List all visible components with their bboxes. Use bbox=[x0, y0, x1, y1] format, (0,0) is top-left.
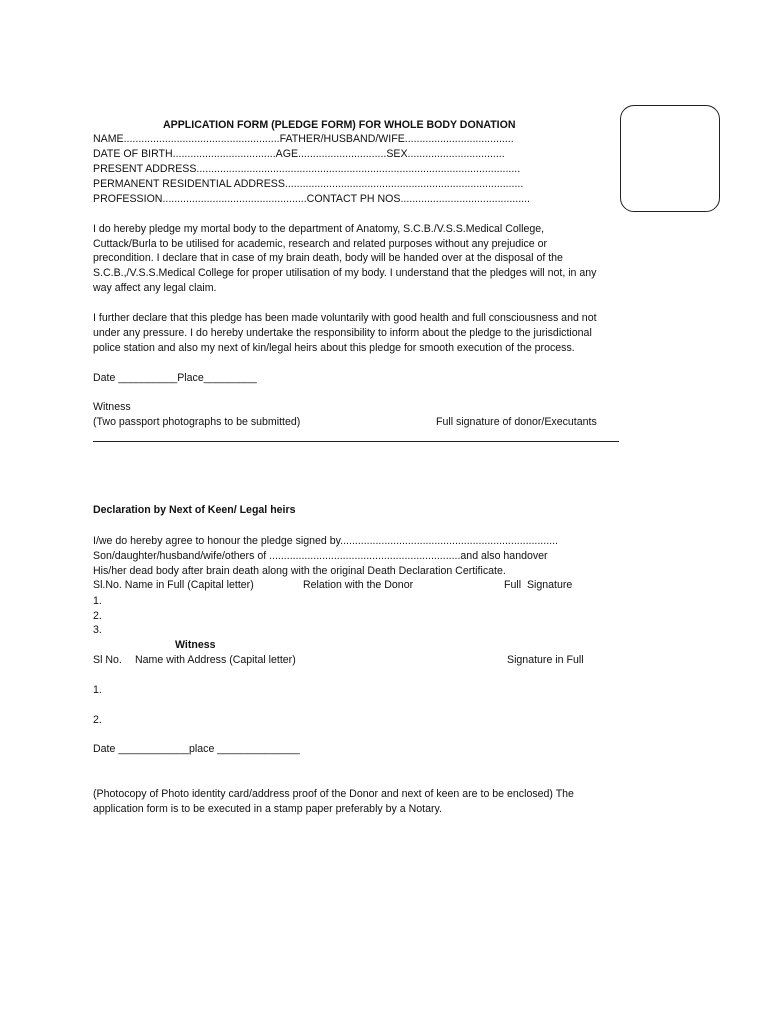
field-present-address-line[interactable]: PRESENT ADDRESS.............................................................................................................. bbox=[93, 163, 521, 175]
footer-note-line: (Photocopy of Photo identity card/address proof of the Donor and next of keen are to be enclosed) The bbox=[93, 788, 574, 800]
col-header-relation: Relation with the Donor bbox=[303, 579, 414, 591]
witness-row: 2. bbox=[93, 714, 102, 726]
witness-label: Witness bbox=[93, 401, 131, 413]
witness-row: 1. bbox=[93, 684, 102, 696]
field-profession-line[interactable]: PROFESSION.................................................CONTACT PH NOS............................................ bbox=[93, 193, 530, 205]
witness-heading: Witness bbox=[175, 639, 216, 651]
declaration-line[interactable]: Son/daughter/husband/wife/others of .................................................................and also handover bbox=[93, 550, 548, 562]
declaration-paragraph-line: under any pressure. I do hereby undertake the responsibility to inform about the pledge to the jurisdictional bbox=[93, 327, 592, 339]
col-header-signature: Full Signature bbox=[504, 579, 573, 591]
witness-col-signature: Signature in Full bbox=[507, 654, 584, 666]
witness-col-slno: Sl No. bbox=[93, 654, 122, 666]
heir-row: 3. bbox=[93, 624, 102, 636]
declaration-paragraph-line: police station and also my next of kin/legal heirs about this pledge for smooth execution of the process. bbox=[93, 342, 575, 354]
field-name-line[interactable]: NAME.....................................................FATHER/HUSBAND/WIFE..................................... bbox=[93, 133, 514, 145]
field-permanent-address-line[interactable]: PERMANENT RESIDENTIAL ADDRESS................................................................................. bbox=[93, 178, 524, 190]
col-header-slno-name: Sl.No. Name in Full (Capital letter) bbox=[93, 579, 254, 591]
declaration-heading: Declaration by Next of Keen/ Legal heirs bbox=[93, 504, 296, 516]
witness-col-name: Name with Address (Capital letter) bbox=[135, 654, 296, 666]
photo-box bbox=[620, 105, 720, 212]
declaration-line: His/her dead body after brain death along with the original Death Declaration Certificate. bbox=[93, 565, 506, 577]
photographs-note: (Two passport photographs to be submitted) bbox=[93, 416, 301, 428]
field-dob-line[interactable]: DATE OF BIRTH...................................AGE..............................SEX................................. bbox=[93, 148, 505, 160]
form-title: APPLICATION FORM (PLEDGE FORM) FOR WHOLE BODY DONATION bbox=[163, 119, 516, 131]
pledge-paragraph-line: Cuttack/Burla to be utilised for academic, research and related purposes without any prejudice or bbox=[93, 238, 548, 250]
heir-row: 1. bbox=[93, 595, 102, 607]
declaration-date-place-field[interactable]: Date ____________place ______________ bbox=[93, 743, 300, 755]
declaration-paragraph-line: I further declare that this pledge has been made voluntarily with good health and full consciousness and not bbox=[93, 312, 597, 324]
pledge-paragraph-line: I do hereby pledge my mortal body to the department of Anatomy, S.C.B./V.S.S.Medical College, bbox=[93, 223, 545, 235]
pledge-paragraph-line: way affect any legal claim. bbox=[93, 282, 217, 294]
date-place-field[interactable]: Date __________Place_________ bbox=[93, 372, 257, 384]
pledge-paragraph-line: S.C.B.,/V.S.S.Medical College for proper utilisation of my body. I understand that the pledges will not, in any bbox=[93, 267, 597, 279]
heir-row: 2. bbox=[93, 610, 102, 622]
pledge-paragraph-line: precondition. I declare that in case of my brain death, body will be handed over at the disposal of the bbox=[93, 252, 563, 264]
footer-note-line: application form is to be executed in a stamp paper preferably by a Notary. bbox=[93, 803, 442, 815]
declaration-line[interactable]: I/we do hereby agree to honour the pledge signed by.......................................................................... bbox=[93, 535, 558, 547]
donor-signature-label: Full signature of donor/Executants bbox=[436, 416, 597, 428]
signature-line bbox=[93, 441, 619, 442]
